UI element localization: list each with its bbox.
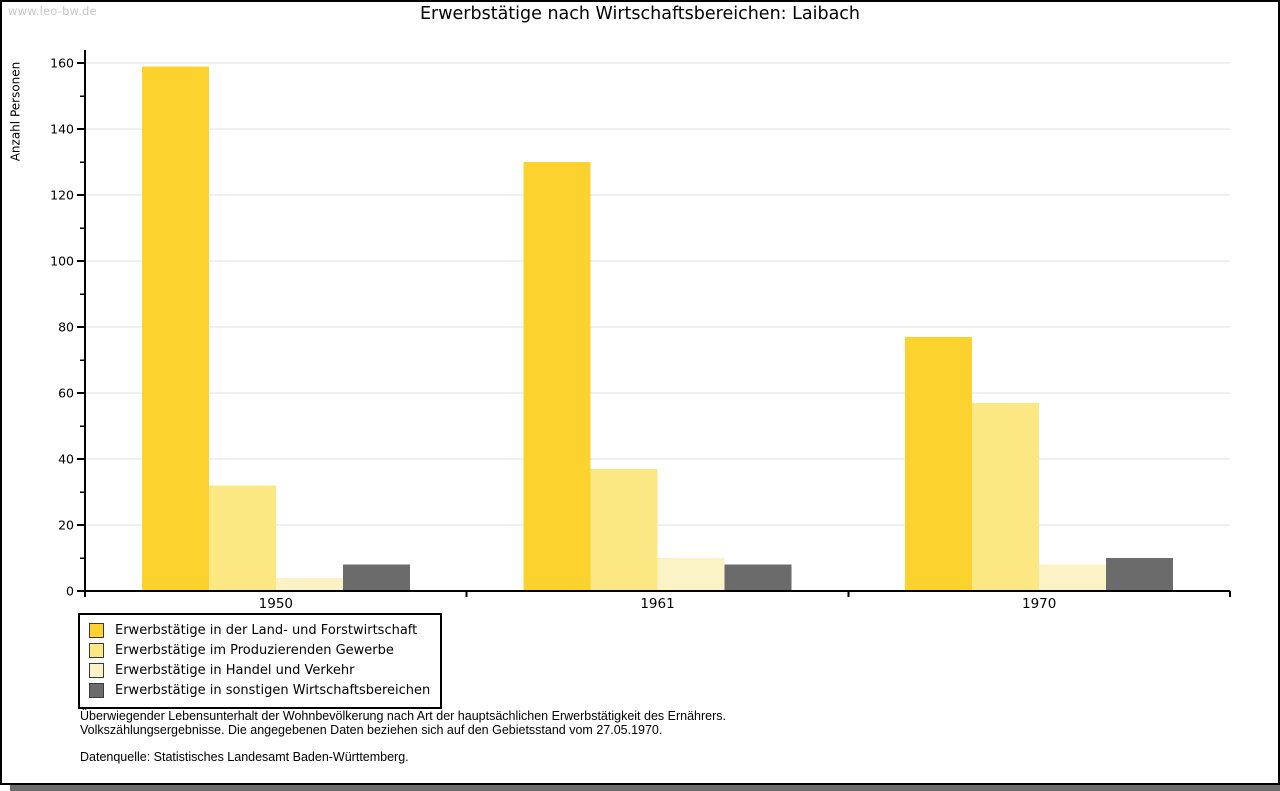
y-axis-label: Anzahl Personen [8, 61, 23, 162]
legend-swatch [89, 623, 104, 638]
bar [276, 578, 343, 591]
y-tick-label: 0 [66, 583, 74, 599]
footnote-line-2: Volkszählungsergebnisse. Die angegebenen Daten beziehen sich auf den Gebietsstand vom 27.05.1970. [80, 722, 663, 737]
bar [972, 403, 1039, 591]
site-watermark: www.leo-bw.de [8, 4, 97, 18]
bar [142, 66, 209, 591]
y-tick-label: 40 [58, 451, 74, 467]
y-tick-label: 20 [58, 517, 74, 533]
legend-label: Erwerbstätige in der Land- und Forstwirtschaft [115, 623, 418, 639]
bar [725, 565, 792, 591]
legend-label: Erwerbstätige in sonstigen Wirtschaftsbereichen [115, 682, 431, 698]
bar [209, 485, 276, 591]
x-category-label: 1961 [640, 596, 675, 612]
legend-swatch [89, 643, 104, 658]
legend-item [89, 661, 430, 681]
legend-item [89, 621, 430, 641]
bar [524, 162, 591, 591]
data-source-note: Datenquelle: Statistisches Landesamt Baden-Württemberg. [80, 750, 409, 764]
chart-title: Erwerbstätige nach Wirtschaftsbereichen: Laibach [419, 4, 861, 24]
legend-swatch [89, 683, 104, 698]
bar [343, 565, 410, 591]
window-shadow-bottom [10, 785, 1280, 791]
y-tick-label: 120 [50, 187, 74, 203]
legend-label: Erwerbstätige in Handel und Verkehr [115, 662, 355, 678]
footnote-line-1: Überwiegender Lebensunterhalt der Wohnbevölkerung nach Art der hauptsächlichen Erwerbstätigkeit des Ernährers. [80, 709, 726, 723]
y-tick-label: 160 [50, 55, 74, 71]
y-tick-label: 140 [50, 121, 74, 137]
x-category-label: 1970 [1021, 596, 1057, 612]
y-tick-label: 100 [50, 253, 74, 269]
chart-legend [78, 613, 442, 709]
x-category-label: 1950 [258, 596, 294, 612]
y-tick-label: 80 [58, 319, 74, 335]
bar [1039, 565, 1106, 591]
legend-item [89, 680, 430, 700]
legend-swatch [89, 663, 104, 678]
bar [658, 558, 725, 591]
bar [1106, 558, 1173, 591]
y-tick-label: 60 [58, 385, 74, 401]
bar [591, 469, 658, 591]
legend-item [89, 641, 430, 661]
footnote [80, 710, 726, 737]
legend-label: Erwerbstätige im Produzierenden Gewerbe [115, 643, 394, 659]
bar [905, 337, 972, 591]
